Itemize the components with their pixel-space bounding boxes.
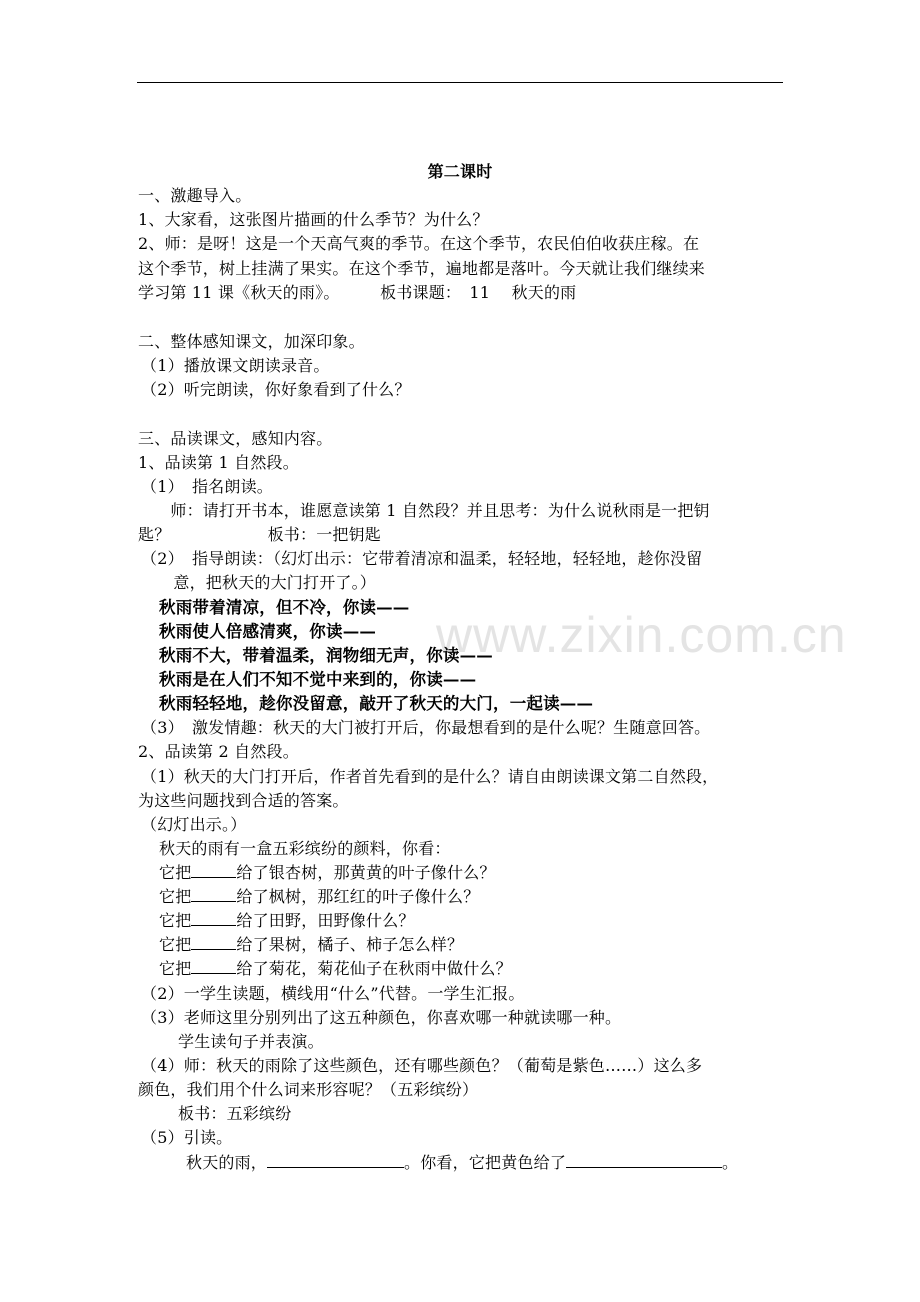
fill-blank xyxy=(191,910,236,926)
paragraph-line: 2、师：是呀！这是一个天高气爽的季节。在这个季节，农民伯伯收获庄稼。在 xyxy=(138,234,700,253)
paragraph-line: 秋天的雨有一盒五彩缤纷的颜料，你看： xyxy=(159,839,451,858)
paragraph-line: 学生读句子并表演。 xyxy=(178,1032,324,1051)
paragraph-line: 匙？ 板书：一把钥匙 xyxy=(138,525,382,544)
fill-blank xyxy=(191,934,236,950)
paragraph-line: （幻灯出示。） xyxy=(141,815,247,834)
paragraph-line: 为这些问题找到合适的答案。 xyxy=(138,791,349,810)
fill-item: 它把 给了菊花，菊花仙子在秋雨中做什么？ xyxy=(159,959,512,978)
fill-line: 秋天的雨， 。你看，它把黄色给了 。 xyxy=(186,1153,739,1172)
paragraph-line: 1、大家看，这张图片描画的什么季节？为什么？ xyxy=(138,210,489,229)
fill-item: 它把 给了果树，橘子、柿子怎么样？ xyxy=(159,935,464,954)
paragraph-line: （5）引读。 xyxy=(141,1128,233,1147)
fill-blank xyxy=(267,1152,404,1168)
paragraph-line: 板书：五彩缤纷 xyxy=(178,1104,292,1123)
paragraph-line: （2）听完朗读，你好象看到了什么？ xyxy=(141,380,411,399)
bold-line: 秋雨是在人们不知不觉中来到的，你读—— xyxy=(159,670,477,689)
paragraph-line: （4）师：秋天的雨除了这些颜色，还有哪些颜色？（葡萄是紫色……）这么多 xyxy=(141,1056,703,1075)
bold-line: 秋雨轻轻地，趁你没留意，敲开了秋天的大门，一起读—— xyxy=(159,694,594,713)
section-heading: 一、激趣导入。 xyxy=(138,186,252,205)
paragraph-line: （3）老师这里分别列出了这五种颜色，你喜欢哪一种就读哪一种。 xyxy=(141,1008,622,1027)
fill-item: 它把 给了枫树，那红红的叶子像什么？ xyxy=(159,887,480,906)
fill-blank xyxy=(191,862,236,878)
paragraph-line: 师：请打开书本，谁愿意读第 1 自然段？并且思考：为什么说秋雨是一把钥 xyxy=(138,501,710,520)
paragraph-line: 意，把秋天的大门打开了。） xyxy=(141,573,377,592)
fill-blank xyxy=(566,1152,722,1168)
paragraph-line: （2）一学生读题，横线用“什么”代替。一学生汇报。 xyxy=(141,984,525,1003)
paragraph-line: 颜色，我们用个什么词来形容呢？（五彩缤纷） xyxy=(138,1080,479,1099)
bold-line: 秋雨带着清凉，但不冷，你读—— xyxy=(159,598,410,617)
lesson-title: 第二课时 xyxy=(427,162,493,181)
paragraph-line: 1、品读第 1 自然段。 xyxy=(138,453,299,472)
watermark: www.zixin.com.cn xyxy=(436,607,847,663)
bold-line: 秋雨使人倍感清爽，你读—— xyxy=(159,622,377,641)
fill-blank xyxy=(191,886,236,902)
fill-blank xyxy=(191,958,236,974)
paragraph-line: （1） 指名朗读。 xyxy=(141,477,273,496)
paragraph-line: 这个季节，树上挂满了果实。在这个季节，遍地都是落叶。今天就让我们继续来 xyxy=(138,259,706,278)
paragraph-line: （3） 激发情趣：秋天的大门被打开后，你最想看到的是什么呢？生随意回答。 xyxy=(141,718,711,737)
paragraph-line: 学习第 11 课《秋天的雨》。 板书课题： 11 秋天的雨 xyxy=(138,283,577,302)
paragraph-line: （1）播放课文朗读录音。 xyxy=(141,356,330,375)
fill-item: 它把 给了银杏树，那黄黄的叶子像什么？ xyxy=(159,863,496,882)
header-rule xyxy=(137,82,783,83)
paragraph-line: （1）秋天的大门打开后，作者首先看到的是什么？请自由朗读课文第二自然段， xyxy=(141,767,719,786)
paragraph-line: （2） 指导朗读：（幻灯出示：它带着清凉和温柔，轻轻地，轻轻地，趁你没留 xyxy=(141,549,703,568)
fill-item: 它把 给了田野，田野像什么？ xyxy=(159,911,415,930)
section-heading: 二、整体感知课文，加深印象。 xyxy=(138,332,365,351)
paragraph-line: 2、品读第 2 自然段。 xyxy=(138,742,299,761)
section-heading: 三、品读课文，感知内容。 xyxy=(138,429,333,448)
bold-line: 秋雨不大，带着温柔，润物细无声，你读—— xyxy=(159,646,493,665)
